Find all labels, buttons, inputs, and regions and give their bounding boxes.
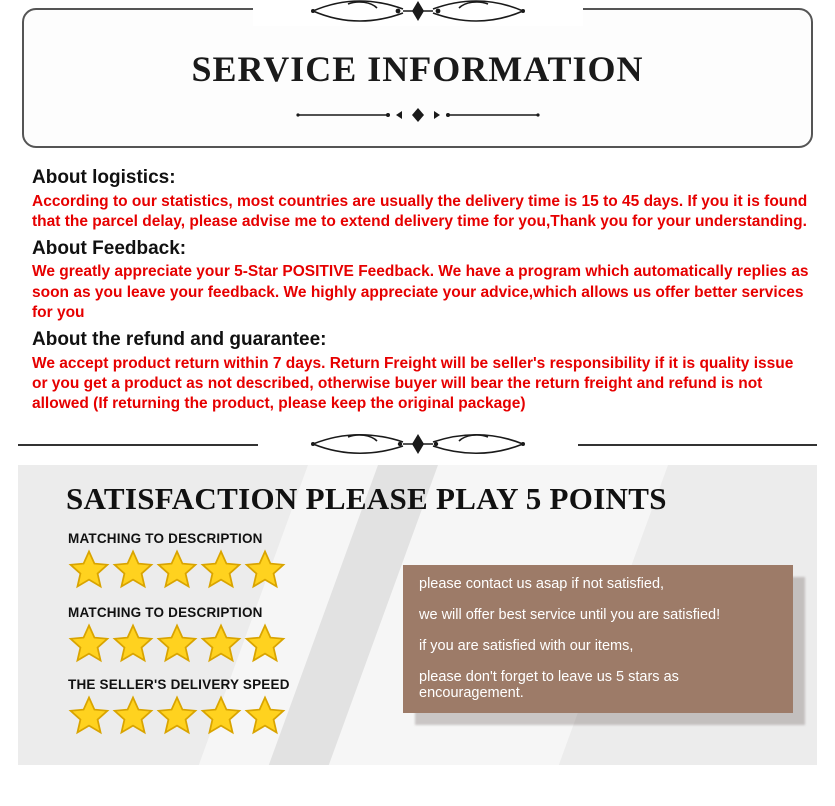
star-icon — [156, 548, 198, 590]
satisfaction-title: SATISFACTION PLEASE PLAY 5 POINTS — [66, 480, 667, 516]
note-line: we will offer best service until you are satisfied! — [419, 606, 721, 623]
service-information-banner — [22, 8, 813, 148]
ornament-bottom-icon — [268, 106, 568, 124]
star-icon — [200, 622, 242, 664]
rating-row — [68, 605, 368, 664]
rating-row — [68, 531, 368, 590]
star-icon — [244, 622, 286, 664]
star-icon — [244, 694, 286, 736]
note-line: if you are satisfied with our items, — [419, 637, 634, 654]
service-info-text — [0, 148, 835, 415]
section-body-refund: We accept product return within 7 days. Return Freight will be seller's responsibility if it is quality issue or you get a product as not described, otherwise buyer will bear the return freight and refund is not allowed (If returning the product, please keep the original package) — [32, 354, 794, 413]
section-body-logistics: According to our statistics, most countries are usually the delivery time is 15 to 45 days. If you it is found that the parcel delay, please advise me to extend delivery time for you,Thank you for your understanding. — [32, 192, 808, 231]
ornament-top-icon — [253, 0, 583, 26]
star-icon — [112, 694, 154, 736]
divider-ornament-icon — [258, 427, 578, 461]
star-icon — [68, 694, 110, 736]
section-body-feedback: We greatly appreciate your 5-Star POSITIVE Feedback. We have a program which automatically replies as soon as you leave your feedback. We highly appreciate your advice,which allows us offer better services for you — [32, 263, 809, 322]
star-icon — [68, 548, 110, 590]
star-rating — [68, 694, 368, 736]
rating-label: MATCHING TO DESCRIPTION — [68, 604, 263, 620]
star-icon — [156, 694, 198, 736]
rating-label: THE SELLER'S DELIVERY SPEED — [68, 676, 290, 692]
section-heading-refund: About the refund and guarantee: — [32, 328, 327, 350]
star-icon — [156, 622, 198, 664]
rating-label: MATCHING TO DESCRIPTION — [68, 530, 263, 546]
note-line: please don't forget to leave us 5 stars as encouragement. — [419, 668, 679, 701]
rating-row — [68, 677, 368, 736]
star-icon — [244, 548, 286, 590]
customer-note-box — [403, 565, 793, 713]
satisfaction-panel — [18, 465, 817, 765]
section-divider — [18, 427, 817, 461]
star-rating — [68, 548, 368, 590]
note-line: please contact us asap if not satisfied, — [419, 575, 665, 592]
page-title: SERVICE INFORMATION — [191, 49, 644, 89]
star-icon — [200, 548, 242, 590]
star-icon — [112, 548, 154, 590]
section-heading-logistics: About logistics: — [32, 167, 176, 188]
star-icon — [112, 622, 154, 664]
star-icon — [68, 622, 110, 664]
star-icon — [200, 694, 242, 736]
star-rating — [68, 622, 368, 664]
section-heading-feedback: About Feedback: — [32, 237, 187, 259]
